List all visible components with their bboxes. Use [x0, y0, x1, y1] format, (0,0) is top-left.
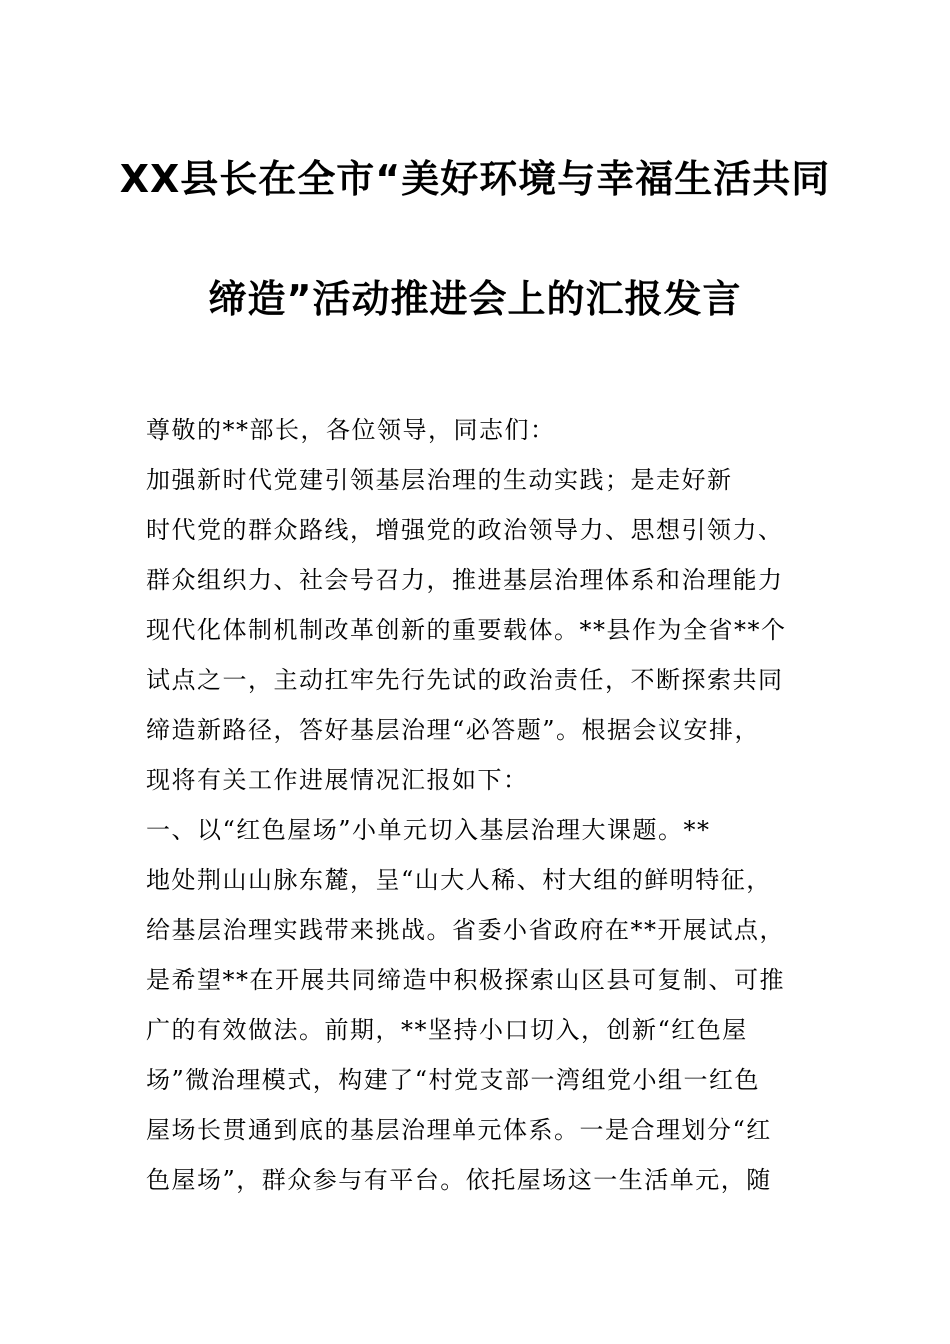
body-line-12: 广的有效做法。前期，**坚持小口切入，创新“红色屋: [146, 1016, 748, 1044]
body-line-6: 缔造新路径，答好基层治理“必答题”。根据会议安排，: [146, 716, 761, 744]
body-line-14: 屋场长贯通到底的基层治理单元体系。一是合理划分“红: [146, 1116, 772, 1144]
body-line-10: 给基层治理实践带来挑战。省委小省政府在**开展试点，: [146, 916, 785, 944]
body-line-4: 现代化体制机制改革创新的重要载体。**县作为全省**个: [146, 616, 787, 644]
document-title-line-2: 缔造”活动推进会上的汇报发言: [208, 277, 742, 321]
body-line-8: 一、以“红色屋场”小单元切入基层治理大课题。**: [146, 816, 711, 844]
body-line-3: 群众组织力、社会号召力，推进基层治理体系和治理能力: [146, 566, 784, 594]
body-line-13: 场”微治理模式，构建了“村党支部一湾组党小组一红色: [146, 1066, 761, 1094]
body-line-7: 现将有关工作进展情况汇报如下：: [146, 766, 529, 794]
body-line-5: 试点之一，主动扛牢先行先试的政治责任，不断探索共同: [146, 666, 784, 694]
body-line-2: 时代党的群众路线，增强党的政治领导力、思想引领力、: [146, 516, 784, 544]
body-line-1: 加强新时代党建引领基层治理的生动实践；是走好新: [146, 466, 733, 494]
body-line-9: 地处荆山山脉东麓，呈“山大人稀、村大组的鲜明特征，: [146, 866, 772, 894]
body-line-11: 是希望**在开展共同缔造中积极探索山区县可复制、可推: [146, 966, 785, 994]
document-title-line-1: XX县长在全市“美好环境与幸福生活共同: [119, 157, 831, 201]
salutation: 尊敬的**部长，各位领导，同志们：: [146, 416, 556, 444]
body-line-15: 色屋场”，群众参与有平台。依托屋场这一生活单元，随: [146, 1166, 772, 1194]
